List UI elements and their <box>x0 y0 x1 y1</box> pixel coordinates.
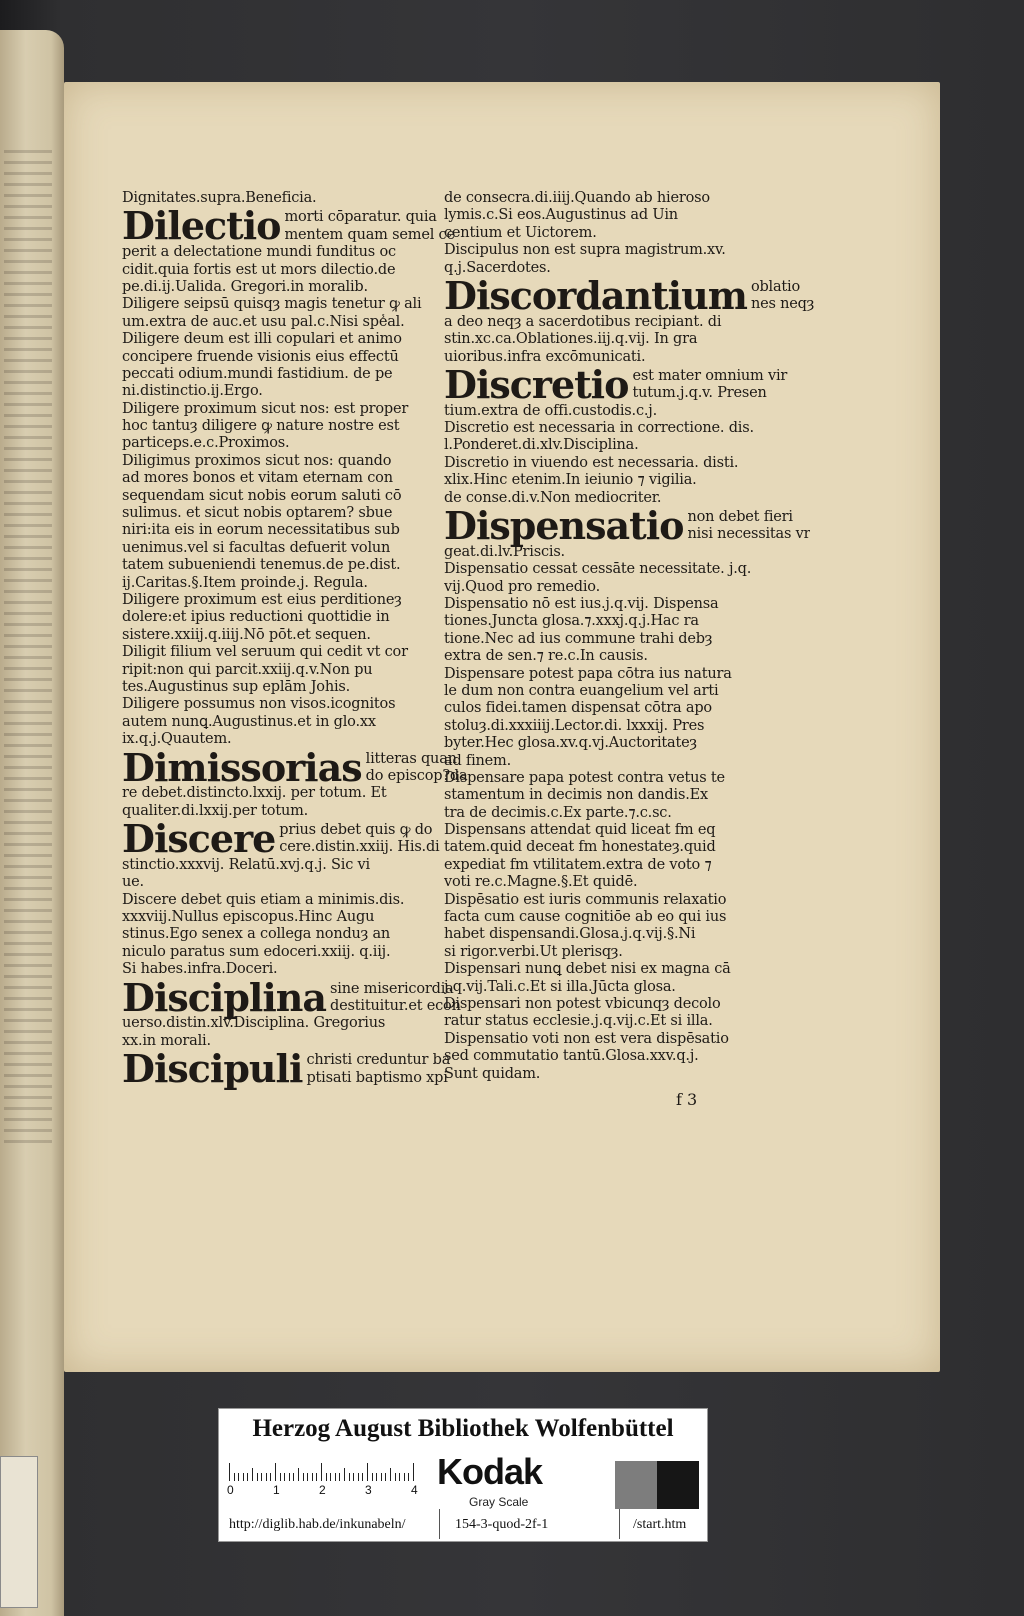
text-line: litteras quan <box>365 750 457 767</box>
text-line: tiones.Juncta glosa.⁊.xxxj.q.j.Hac ra <box>444 613 699 630</box>
measurement-ruler <box>229 1457 421 1503</box>
ruler-tick <box>404 1473 405 1481</box>
text-line: extra de sen.⁊ re.c.In causis. <box>444 648 648 665</box>
ruler-number: 3 <box>365 1483 372 1497</box>
text-line: uioribus.infra excōmunicati. <box>444 348 646 365</box>
entry-headword-block <box>444 503 811 549</box>
text-line: Dispensatio nō est ius.j.q.vij. Dispensa <box>444 595 719 612</box>
text-line: Discipulus non est supra magistrum.xv. <box>444 242 726 259</box>
text-line: niculo paratus sum edoceri.xxiij. q.iij. <box>122 943 391 960</box>
ruler-tick <box>293 1473 294 1481</box>
text-line: Dispensans attendat quid liceat fm eq <box>444 822 716 839</box>
library-label <box>218 1408 708 1542</box>
text-line: dolere:et ipius reductioni quottidie in <box>122 609 390 626</box>
text-line: concipere fruende visionis eius effectū <box>122 348 399 365</box>
text-line: habet dispensandi.Glosa.j.q.vij.§.Ni <box>444 926 696 943</box>
text-line: Discretio est necessaria in correctione. dis. <box>444 420 754 437</box>
text-line: non debet fieri <box>687 509 793 526</box>
headword: Dispensatio <box>444 503 684 549</box>
ruler-tick <box>376 1473 377 1481</box>
text-line: xx.in morali. <box>122 1032 211 1049</box>
entry-headword-block <box>122 203 482 249</box>
ruler-tick <box>247 1473 248 1481</box>
library-name: Herzog August Bibliothek Wolfenbüttel <box>252 1415 674 1442</box>
text-line: tra de decimis.c.Ex parte.⁊.c.sc. <box>444 804 672 821</box>
ruler-tick <box>321 1463 322 1481</box>
ruler-tick <box>358 1473 359 1481</box>
left-page-text-fragment <box>4 150 52 1150</box>
headword: Discordantium <box>444 272 747 318</box>
text-line: oblatio <box>750 278 801 295</box>
text-line: uerso.distin.xlv.Disciplina. Gregorius <box>122 1015 386 1032</box>
ruler-tick <box>261 1473 262 1481</box>
left-facing-page-edge <box>0 30 64 1616</box>
ruler-tick <box>280 1473 281 1481</box>
text-line: Diligere proximum sicut nos: est proper <box>122 400 409 417</box>
left-text-column <box>122 190 482 1092</box>
text-line: Dispensari nunꝗ debet nisi ex magna cā <box>444 961 731 978</box>
text-line: tione.Nec ad ius commune trahi debȝ <box>444 630 713 647</box>
text-line: de conse.di.v.Non mediocriter. <box>444 489 662 506</box>
right-text-column <box>444 190 815 1083</box>
text-line: tatem subueniendi tenemus.de pe.dist. <box>122 557 401 574</box>
ruler-tick <box>316 1473 317 1481</box>
kodak-brand: Kodak <box>437 1451 543 1492</box>
text-line: culos fidei.tamen dispensat cōtra apo <box>444 700 712 717</box>
ruler-tick <box>385 1473 386 1481</box>
text-line: Dispensare papa potest contra vetus te <box>444 769 725 786</box>
text-line: Si habes.infra.Doceri. <box>122 961 278 978</box>
text-line: morti cōparatur. quia <box>284 209 437 226</box>
headword-continuation <box>632 368 799 403</box>
text-line: Diligit filium vel seruum qui cedit vt cor <box>122 644 408 661</box>
text-line: Dispensare potest papa cōtra ius natura <box>444 665 732 682</box>
headword: Dimissorias <box>122 744 362 790</box>
ruler-number: 4 <box>411 1483 418 1497</box>
text-line: nes neqȝ <box>750 296 815 313</box>
digital-library-url: http://diglib.hab.de/inkunabeln/ <box>229 1517 406 1532</box>
ruler-tick <box>266 1473 267 1481</box>
text-line: ij.Caritas.§.Item proinde.j. Regula. <box>122 574 368 591</box>
ruler-tick <box>349 1473 350 1481</box>
text-line: particeps.e.c.Proximos. <box>122 435 290 452</box>
text-line: ptisati baptismo xpi <box>306 1069 448 1086</box>
entry-headword-block <box>122 744 482 790</box>
text-line: ad finem. <box>444 752 512 769</box>
text-line: re debet.distincto.lxxij. per totum. Et <box>122 785 387 802</box>
gray-scale-swatches <box>573 1461 699 1509</box>
text-line: tatem.quid deceat fm honestateȝ.quid <box>444 839 716 856</box>
text-line: um.extra de auc.et usu pal.c.Nisi spe̾al. <box>122 313 405 330</box>
headword: Disciplina <box>122 974 327 1020</box>
text-line: j.q.vij.Tali.c.Et si illa.Jūcta glosa. <box>444 978 676 995</box>
ruler-tick <box>413 1463 414 1481</box>
ruler-tick <box>330 1473 331 1481</box>
text-line: Dispēsatio est iuris communis relaxatio <box>444 891 727 908</box>
ruler-tick <box>408 1473 409 1481</box>
ruler-tick <box>307 1473 308 1481</box>
text-line: prius debet quis ꝙ do <box>279 822 433 839</box>
text-line: sed commutatio tantū.Glosa.xxv.q.j. <box>444 1048 699 1065</box>
text-line: Discere debet quis etiam a minimis.dis. <box>122 891 405 908</box>
start-page-path: /start.htm <box>633 1517 687 1532</box>
text-line: si rigor.verbi.Ut plerisqȝ. <box>444 943 623 960</box>
headword: Dilectio <box>122 203 281 249</box>
ruler-tick <box>243 1473 244 1481</box>
text-line: niri:ita eis in eorum necessitatibus sub <box>122 522 400 539</box>
headword-continuation <box>688 509 811 544</box>
text-line: cidit.quia fortis est ut mors dilectio.de <box>122 261 396 278</box>
text-line: lymis.c.Si eos.Augustinus ad Uin <box>444 207 678 224</box>
ruler-tick <box>395 1473 396 1481</box>
text-line: expediat fm vtilitatem.extra de voto ⁊ <box>444 856 712 873</box>
text-line: Diligere seipsū quisqȝ magis tenetur ꝙ ali <box>122 296 422 313</box>
ruler-tick <box>339 1473 340 1481</box>
text-line: ratur status ecclesie.j.q.vij.c.Et si illa. <box>444 1013 713 1030</box>
ruler-number: 2 <box>319 1483 326 1497</box>
text-line: sine misericordia <box>330 980 454 997</box>
text-line: Dispensatio voti non est vera dispēsatio <box>444 1030 729 1047</box>
text-line: tes.Augustinus sup eplām Johis. <box>122 678 351 695</box>
text-line: ni.distinctio.ij.Ergo. <box>122 383 263 400</box>
text-line: hoc tantuȝ diligere ꝙ nature nostre est <box>122 418 400 435</box>
text-line: destituitur.et econ <box>330 997 461 1014</box>
label-divider <box>439 1509 440 1539</box>
ruler-tick <box>257 1473 258 1481</box>
text-line: autem nunꝗ.Augustinus.et in glo.xx <box>122 713 376 730</box>
text-line: sistere.xxiij.q.iiij.Nō pōt.et sequen. <box>122 626 371 643</box>
ruler-tick <box>275 1463 276 1481</box>
ruler-tick <box>284 1473 285 1481</box>
book-page <box>64 82 940 1372</box>
entry-headword-block <box>444 272 815 318</box>
text-line: Diligimus proximos sicut nos: quando <box>122 452 392 469</box>
headword: Discere <box>122 816 276 862</box>
text-line: stoluȝ.di.xxxiiij.Lector.di. lxxxij. Pres <box>444 717 705 734</box>
text-line: ue. <box>122 874 144 891</box>
ruler-tick <box>372 1473 373 1481</box>
text-line: voti re.c.Magne.§.Et quidē. <box>444 874 638 891</box>
text-line: stin.xc.ca.Oblationes.iij.q.vij. In gra <box>444 331 698 348</box>
text-line: l.Ponderet.di.xlv.Disciplina. <box>444 437 639 454</box>
ruler-tick <box>252 1468 253 1481</box>
text-line: Dispensari non potest vbicunqȝ decolo <box>444 995 721 1012</box>
ruler-tick <box>381 1473 382 1481</box>
text-line: peccati odium.mundi fastidium. de pe <box>122 365 393 382</box>
gray-swatch <box>573 1461 615 1509</box>
label-divider <box>619 1509 620 1539</box>
entry-headword-block <box>444 361 799 407</box>
text-line: xlix.Hinc etenim.In ieiunio ⁊ vigilia. <box>444 472 697 489</box>
left-page-tab <box>0 1456 38 1608</box>
ruler-tick <box>238 1473 239 1481</box>
text-line: uenimus.vel si facultas defuerit volun <box>122 539 391 556</box>
text-line: a deo neqȝ a sacerdotibus recipiant. di <box>444 313 722 330</box>
ruler-number: 0 <box>227 1483 234 1497</box>
text-line: tium.extra de offi.custodis.c.j. <box>444 402 657 419</box>
text-line: nisi necessitas vr <box>687 526 811 543</box>
ruler-tick <box>390 1468 391 1481</box>
ruler-tick <box>298 1468 299 1481</box>
ruler-tick <box>362 1473 363 1481</box>
text-line: Diligere deum est illi copulari et animo <box>122 331 402 348</box>
text-line: q.j.Sacerdotes. <box>444 259 551 276</box>
text-line: perit a delectatione mundi funditus oc <box>122 244 396 261</box>
ruler-number: 1 <box>273 1483 280 1497</box>
signature-mark: f 3 <box>676 1090 698 1109</box>
text-line: Diligere proximum est eius perditioneȝ <box>122 591 402 608</box>
text-line: stamentum in decimis non dandis.Ex <box>444 787 708 804</box>
text-line: pe.di.ij.Ualida. Gregori.in moralib. <box>122 278 368 295</box>
headword: Discretio <box>444 361 629 407</box>
text-line: do episcop?da <box>365 767 468 784</box>
text-line: centium et Uictorem. <box>444 224 597 241</box>
text-line: stinctio.xxxvij. Relatū.xvj.q.j. Sic vi <box>122 856 370 873</box>
ruler-tick <box>289 1473 290 1481</box>
text-line: Diligere possumus non visos.icognitos <box>122 696 396 713</box>
text-line: xxxviij.Nullus episcopus.Hinc Augu <box>122 909 375 926</box>
ruler-tick <box>312 1473 313 1481</box>
ruler-tick <box>367 1463 368 1481</box>
ruler-tick <box>335 1473 336 1481</box>
text-line: vij.Quod pro remedio. <box>444 578 600 595</box>
shelfmark: 154-3-quod-2f-1 <box>455 1517 549 1532</box>
text-line: le dum non contra euangelium vel arti <box>444 682 719 699</box>
gray-swatch <box>615 1461 657 1509</box>
ruler-tick <box>303 1473 304 1481</box>
ruler-tick <box>234 1473 235 1481</box>
text-line: christi creduntur ba <box>306 1052 451 1069</box>
text-line: geat.di.lv.Priscis. <box>444 543 565 560</box>
text-line: cere.distin.xxiij. His.di <box>279 839 440 856</box>
ruler-tick <box>229 1463 230 1481</box>
text-line: tutum.j.q.v. Presen <box>632 385 767 402</box>
text-line: Dignitates.supra.Beneficia. <box>122 190 317 206</box>
text-line: byter.Hec glosa.xv.q.vj.Auctoritateȝ <box>444 735 697 752</box>
text-line: de consecra.di.iiij.Quando ab hieroso <box>444 190 710 206</box>
text-line: ix.q.j.Quautem. <box>122 731 232 748</box>
text-line: est mater omnium vir <box>632 367 788 384</box>
text-line: mentem quam semel ce <box>284 226 455 243</box>
text-line: stinus.Ego senex a collega nonduȝ an <box>122 926 391 943</box>
text-line: Sunt quidam. <box>444 1065 541 1082</box>
headword: Discipuli <box>122 1046 303 1092</box>
gray-scale-caption: Gray Scale <box>469 1495 529 1509</box>
text-line: facta cum cause cognitiōe ab eo qui ius <box>444 909 727 926</box>
ruler-tick <box>326 1473 327 1481</box>
text-line: Discretio in viuendo est necessaria. disti. <box>444 454 739 471</box>
entry-headword-block <box>122 816 482 862</box>
headword-continuation <box>751 279 814 314</box>
ruler-tick <box>344 1468 345 1481</box>
text-line: ad mores bonos et vitam eternam con <box>122 470 393 487</box>
text-line: qualiter.di.lxxij.per totum. <box>122 802 309 819</box>
text-line: Dispensatio cessat cessāte necessitate. j.q. <box>444 561 752 578</box>
text-line: sequendam sicut nobis eorum saluti cō <box>122 487 402 504</box>
entry-headword-block <box>122 974 482 1020</box>
ruler-tick <box>399 1473 400 1481</box>
text-line: sulimus. et sicut nobis optarem? sbue <box>122 505 393 522</box>
entry-headword-block <box>122 1046 482 1092</box>
ruler-tick <box>270 1473 271 1481</box>
text-line: ripit:non qui parcit.xxiij.q.v.Non pu <box>122 661 373 678</box>
gray-swatch <box>657 1461 699 1509</box>
ruler-tick <box>353 1473 354 1481</box>
